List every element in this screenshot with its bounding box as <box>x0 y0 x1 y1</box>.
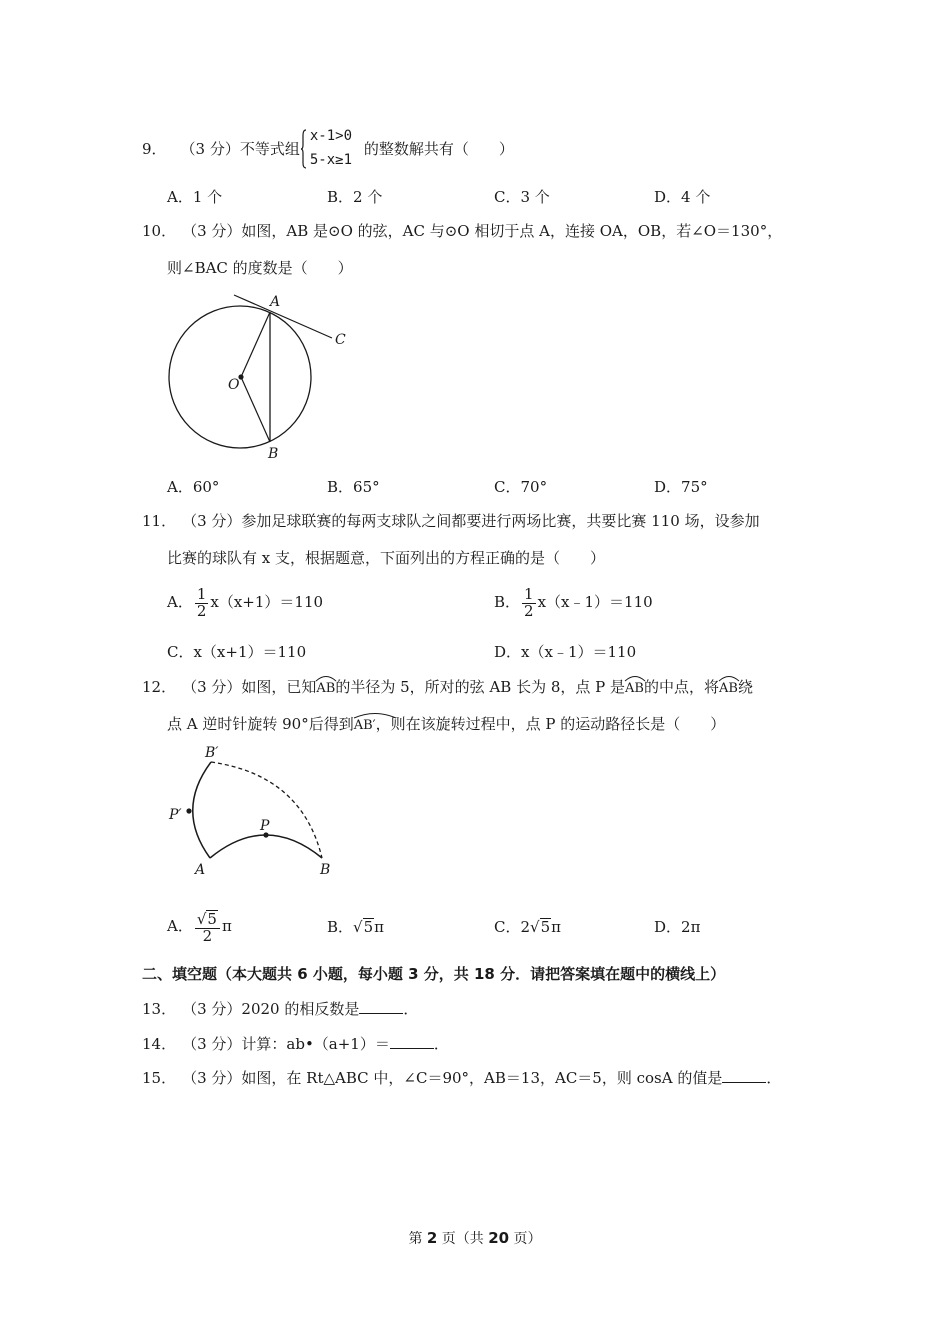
label-c: C <box>335 332 346 348</box>
arc-ab-notation: AB <box>316 677 335 696</box>
q9-option-c: C．3 个 <box>494 188 550 206</box>
q11-option-c: C．x（x+1）＝110 <box>167 643 307 661</box>
label-a: A <box>270 294 281 310</box>
label-b: B <box>320 862 331 878</box>
q15-stem: 15． （3 分）如图，在 Rt△ABC 中，∠C＝90°，AB＝13，AC＝5，则 cosA 的值是 ． <box>142 1069 782 1087</box>
q9-option-d: D．4 个 <box>654 188 711 206</box>
q12-score: （3 分） <box>182 678 242 696</box>
q12-rotation-figure <box>160 740 360 885</box>
q9-option-b: B．2 个 <box>327 188 383 206</box>
rotation-path-dashed <box>211 762 322 858</box>
fraction-one-half: $\frac{1}{2}$ <box>196 584 207 620</box>
q14-stem: 14． （3 分）计算：ab•（a+1）＝ ． <box>142 1035 449 1053</box>
q12-option-a: A． $\frac{√5}{2}$ π <box>167 909 232 945</box>
label-p-prime: P′ <box>169 807 182 823</box>
section-heading-fill-in: 二、填空题（本大题共 6 小题，每小题 3 分，共 18 分．请把答案填在题中的横线上） <box>142 965 726 983</box>
fraction-one-half: $\frac{1}{2}$ <box>524 584 534 620</box>
q14-number: 14． <box>142 1035 177 1053</box>
answer-blank[interactable] <box>722 1070 766 1083</box>
q10-score: （3 分） <box>182 222 242 240</box>
page-footer: 第 2 页（共 20 页） <box>408 1229 542 1247</box>
q9-text-a: 不等式组 <box>239 140 300 158</box>
q10-stem-line2: 则∠BAC 的度数是（ ） <box>167 259 353 277</box>
q12-option-c: C．2√5π <box>494 918 561 936</box>
q10-option-c: C．70° <box>494 478 548 496</box>
tangent-line-ac <box>234 295 332 338</box>
q9-stem <box>142 126 514 172</box>
q13-score: （3 分） <box>182 1000 242 1018</box>
arc-ab-notation: AB <box>625 677 644 696</box>
q11-score: （3 分） <box>182 512 242 530</box>
q12-stem-line1: 12． （3 分）如图，已知 AB的半径为 5，所对的弦 AB 长为 8，点 P 是 AB的中点，将 AB绕 <box>142 676 753 697</box>
arc-mark-icon <box>353 711 397 719</box>
inequality-2: 5-x≥1 <box>309 152 353 168</box>
arc-ab-notation: AB <box>719 677 738 696</box>
label-p: P <box>260 818 270 834</box>
q11-stem-line1 <box>142 510 760 531</box>
radius-ob <box>241 377 270 442</box>
q10-option-b: B．65° <box>327 478 380 496</box>
q10-circle-figure <box>160 290 360 465</box>
q10-option-d: D．75° <box>654 478 708 496</box>
q12-option-d: D．2π <box>654 918 701 936</box>
q9-option-a: A．1 个 <box>167 188 223 206</box>
sqrt-icon: √ <box>530 918 540 936</box>
q10-number: 10． <box>142 222 177 240</box>
q11-option-b: B． $\frac{1}{2}$ x（x﹣1）＝110 <box>494 584 653 620</box>
sqrt-icon: √ <box>353 918 363 936</box>
sqrt-icon: √ <box>196 909 207 928</box>
page-number: 2 <box>426 1229 438 1247</box>
label-o: O <box>228 377 240 393</box>
fraction-sqrt5-over-2: $\frac{√5}{2}$ <box>195 910 220 945</box>
label-b: B <box>268 446 279 462</box>
arc-mark-icon <box>624 674 646 682</box>
q10-text-1: 如图，AB 是⊙O 的弦，AC 与⊙O 相切于点 A，连接 OA，OB，若∠O＝130°， <box>241 222 783 240</box>
q11-text-1: 参加足球联赛的每两支球队之间都要进行两场比赛，共要比赛 110 场，设参加 <box>241 512 760 530</box>
q10-stem-line1 <box>142 220 782 241</box>
q14-score: （3 分） <box>182 1035 242 1053</box>
arc-ab-prime-notation: AB′ <box>354 714 376 733</box>
radius-oa <box>241 312 270 377</box>
inequality-1: x-1>0 <box>309 128 353 144</box>
inequality-system <box>300 127 364 173</box>
point-p-prime <box>186 808 191 813</box>
q11-stem-line2: 比赛的球队有 x 支，根据题意，下面列出的方程正确的是（ ） <box>167 549 605 567</box>
q12-option-b: B．√5π <box>327 918 384 936</box>
left-brace-icon <box>300 129 307 169</box>
arc-mark-icon <box>718 674 740 682</box>
q9-score: （3 分） <box>180 140 240 158</box>
q15-number: 15． <box>142 1069 177 1087</box>
q12-stem-line2: 点 A 逆时针旋转 90°后得到 AB′，则在该旋转过程中，点 P 的运动路径长是（ ） <box>167 713 725 734</box>
arc-ab <box>210 835 322 858</box>
page-total: 20 <box>488 1229 510 1247</box>
q11-number: 11． <box>142 512 177 530</box>
answer-blank[interactable] <box>359 1001 403 1014</box>
label-b-prime: B′ <box>205 745 219 761</box>
arc-mark-icon <box>315 674 337 682</box>
q15-score: （3 分） <box>182 1069 242 1087</box>
q11-option-d: D．x（x﹣1）＝110 <box>494 643 637 661</box>
label-a: A <box>195 862 206 878</box>
q10-option-a: A．60° <box>167 478 220 496</box>
q13-stem: 13． （3 分）2020 的相反数是 ． <box>142 1000 419 1018</box>
q12-number: 12． <box>142 678 177 696</box>
q9-number: 9． <box>142 140 167 158</box>
q9-text-b: 的整数解共有（ ） <box>363 140 514 158</box>
answer-blank[interactable] <box>390 1036 434 1049</box>
q13-number: 13． <box>142 1000 177 1018</box>
q11-option-a: A． $\frac{1}{2}$ x（x+1）＝110 <box>167 584 324 620</box>
arc-ab-prime <box>193 762 211 858</box>
